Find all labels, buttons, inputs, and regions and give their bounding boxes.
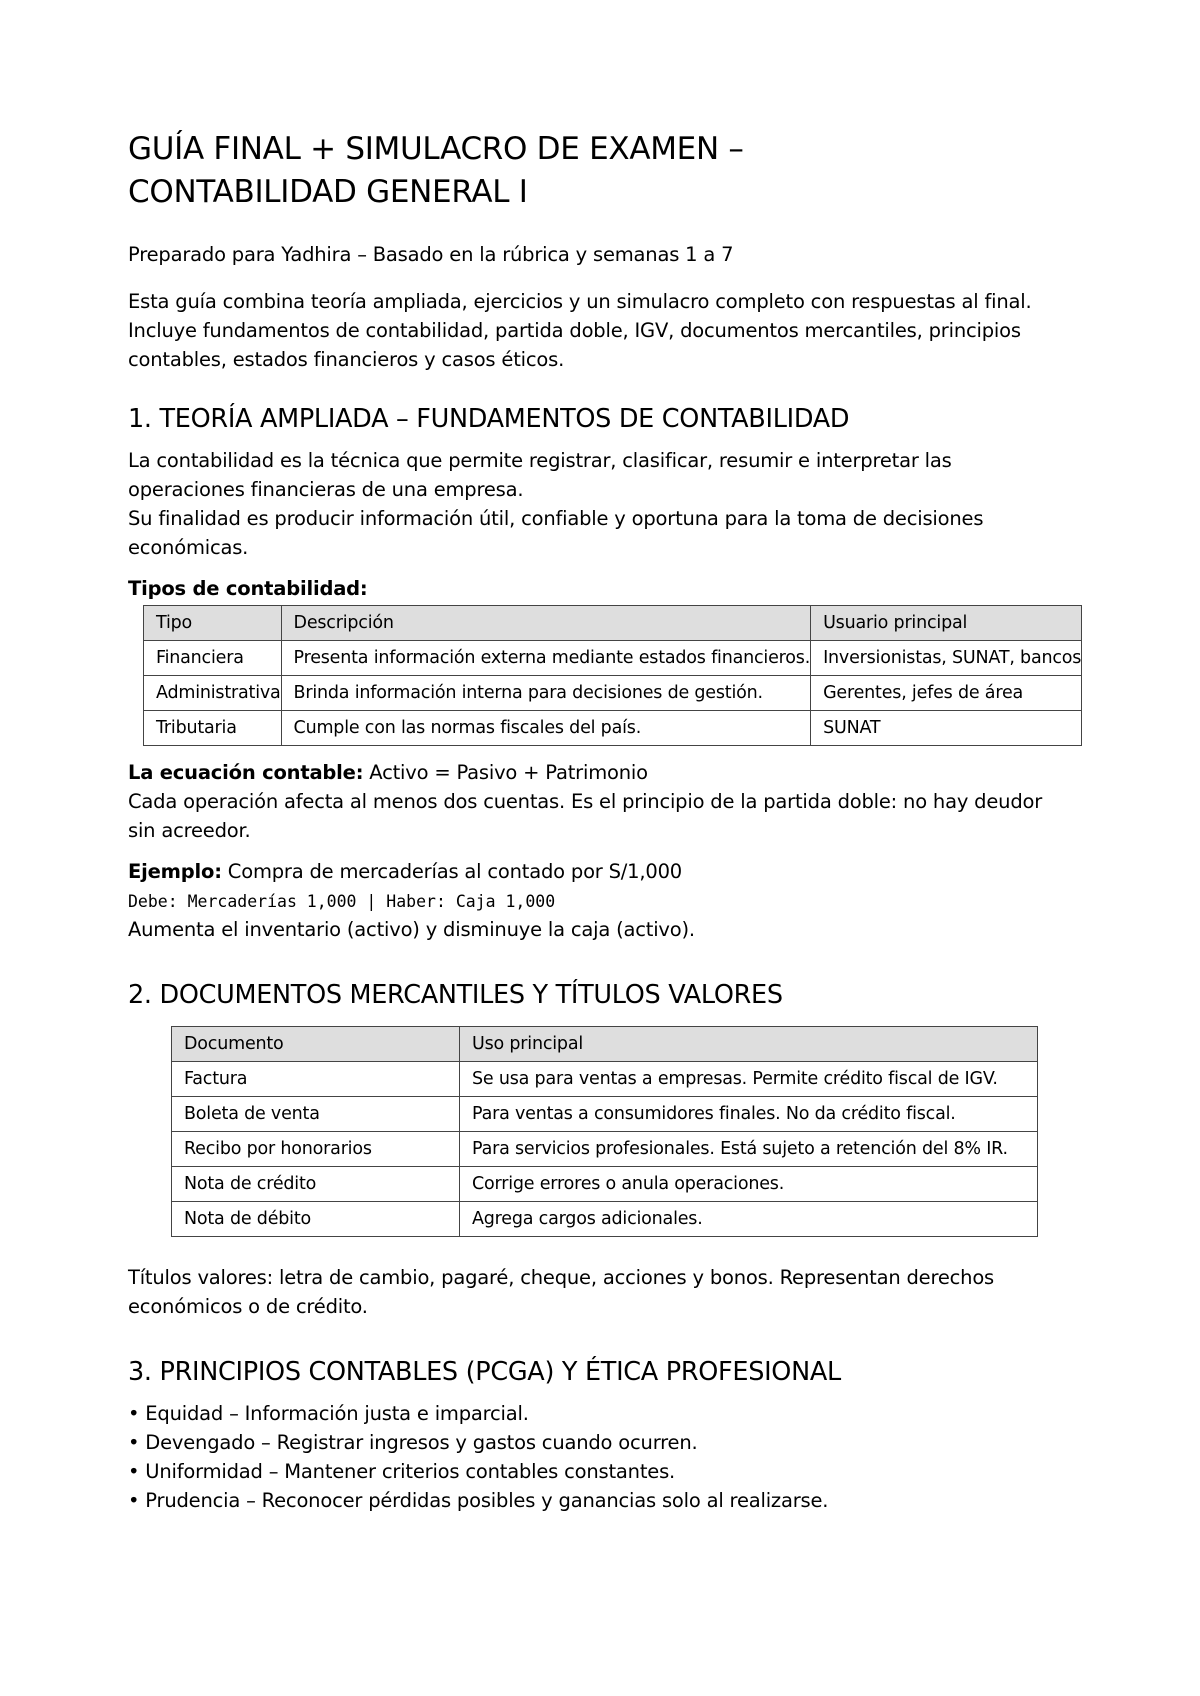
table-cell: Para ventas a consumidores finales. No da crédito fiscal.: [460, 1097, 1038, 1132]
ecuacion-paragraph: [128, 758, 1068, 845]
section-1-line-1: La contabilidad es la técnica que permite registrar, clasificar, resumir e interpretar las: [128, 449, 952, 472]
table-header-row: [172, 1027, 1038, 1062]
table-cell: Tributaria: [144, 711, 282, 746]
tipos-table: [143, 605, 1082, 746]
table-cell: Financiera: [144, 641, 282, 676]
ejemplo-paragraph: [128, 857, 1068, 944]
table-cell: Nota de débito: [172, 1202, 460, 1237]
table-cell: Inversionistas, SUNAT, bancos: [811, 641, 1082, 676]
table-cell: SUNAT: [811, 711, 1082, 746]
table-cell: Nota de crédito: [172, 1167, 460, 1202]
document-content: [128, 128, 1082, 1515]
section-1-line-4: económicas.: [128, 536, 249, 559]
table-cell: Agrega cargos adicionales.: [460, 1202, 1038, 1237]
table-cell: Presenta información externa mediante estados financieros.: [281, 641, 811, 676]
document-title: [128, 128, 1068, 214]
table-header-cell: Documento: [172, 1027, 460, 1062]
principios-list: [128, 1399, 1068, 1515]
intro-line-3: contables, estados financieros y casos éticos.: [128, 348, 565, 371]
table-cell: Gerentes, jefes de área: [811, 676, 1082, 711]
table-cell: Administrativa: [144, 676, 282, 711]
table-header-cell: Uso principal: [460, 1027, 1038, 1062]
list-item: • Devengado – Registrar ingresos y gastos cuando ocurren.: [128, 1431, 698, 1454]
ecuacion-label: La ecuación contable:: [128, 761, 364, 784]
document-subtitle: Preparado para Yadhira – Basado en la rúbrica y semanas 1 a 7: [128, 243, 734, 266]
title-line-1: GUÍA FINAL + SIMULACRO DE EXAMEN –: [128, 131, 744, 167]
tipos-label: Tipos de contabilidad:: [128, 577, 368, 600]
table-cell: Se usa para ventas a empresas. Permite crédito fiscal de IGV.: [460, 1062, 1038, 1097]
section-1-line-3: Su finalidad es producir información útil, confiable y oportuna para la toma de decisiones: [128, 507, 984, 530]
table-cell: Cumple con las normas fiscales del país.: [281, 711, 811, 746]
ejemplo-value: Compra de mercaderías al contado por S/1,000: [221, 860, 682, 883]
list-item: • Equidad – Información justa e imparcial.: [128, 1402, 529, 1425]
ejemplo-nota: Aumenta el inventario (activo) y disminuye la caja (activo).: [128, 918, 695, 941]
list-item: • Prudencia – Reconocer pérdidas posibles y ganancias solo al realizarse.: [128, 1489, 829, 1512]
table-row: [172, 1097, 1038, 1132]
table-header-cell: Usuario principal: [811, 606, 1082, 641]
table-row: [144, 676, 1082, 711]
list-item: • Uniformidad – Mantener criterios contables constantes.: [128, 1460, 676, 1483]
title-line-2: CONTABILIDAD GENERAL I: [128, 174, 528, 210]
table-cell: Recibo por honorarios: [172, 1132, 460, 1167]
titulos-line-2: económicos o de crédito.: [128, 1295, 368, 1318]
table-cell: Para servicios profesionales. Está sujeto a retención del 8% IR.: [460, 1132, 1038, 1167]
ecuacion-line-2: Cada operación afecta al menos dos cuentas. Es el principio de la partida doble: no hay deudor: [128, 790, 1043, 813]
table-row: [144, 641, 1082, 676]
table-header-cell: Descripción: [281, 606, 811, 641]
ejemplo-label: Ejemplo:: [128, 860, 222, 883]
table-row: [172, 1167, 1038, 1202]
ecuacion-value: Activo = Pasivo + Patrimonio: [363, 761, 648, 784]
intro-line-1: Esta guía combina teoría ampliada, ejercicios y un simulacro completo con respuestas al final.: [128, 290, 1032, 313]
section-2-heading: 2. DOCUMENTOS MERCANTILES Y TÍTULOS VALORES: [128, 980, 783, 1010]
table-cell: Boleta de venta: [172, 1097, 460, 1132]
section-1-paragraph: [128, 446, 1068, 562]
titulos-line-1: Títulos valores: letra de cambio, pagaré, cheque, acciones y bonos. Representan derechos: [128, 1266, 995, 1289]
table-row: [172, 1062, 1038, 1097]
section-1-heading: 1. TEORÍA AMPLIADA – FUNDAMENTOS DE CONTABILIDAD: [128, 404, 850, 434]
ecuacion-line-3: sin acreedor.: [128, 819, 251, 842]
table-row: [144, 711, 1082, 746]
section-3-heading: 3. PRINCIPIOS CONTABLES (PCGA) Y ÉTICA PROFESIONAL: [128, 1357, 841, 1387]
intro-paragraph: [128, 287, 1068, 374]
documentos-table: [171, 1026, 1038, 1237]
table-cell: Factura: [172, 1062, 460, 1097]
table-header-cell: Tipo: [144, 606, 282, 641]
table-cell: Corrige errores o anula operaciones.: [460, 1167, 1038, 1202]
table-row: [172, 1132, 1038, 1167]
titulos-paragraph: [128, 1263, 1068, 1321]
table-row: [172, 1202, 1038, 1237]
table-cell: Brinda información interna para decisiones de gestión.: [281, 676, 811, 711]
table-header-row: [144, 606, 1082, 641]
ejemplo-asiento: Debe: Mercaderías 1,000 | Haber: Caja 1,000: [128, 892, 556, 911]
section-1-line-2: operaciones financieras de una empresa.: [128, 478, 524, 501]
intro-line-2: Incluye fundamentos de contabilidad, partida doble, IGV, documentos mercantiles, principios: [128, 319, 1021, 342]
